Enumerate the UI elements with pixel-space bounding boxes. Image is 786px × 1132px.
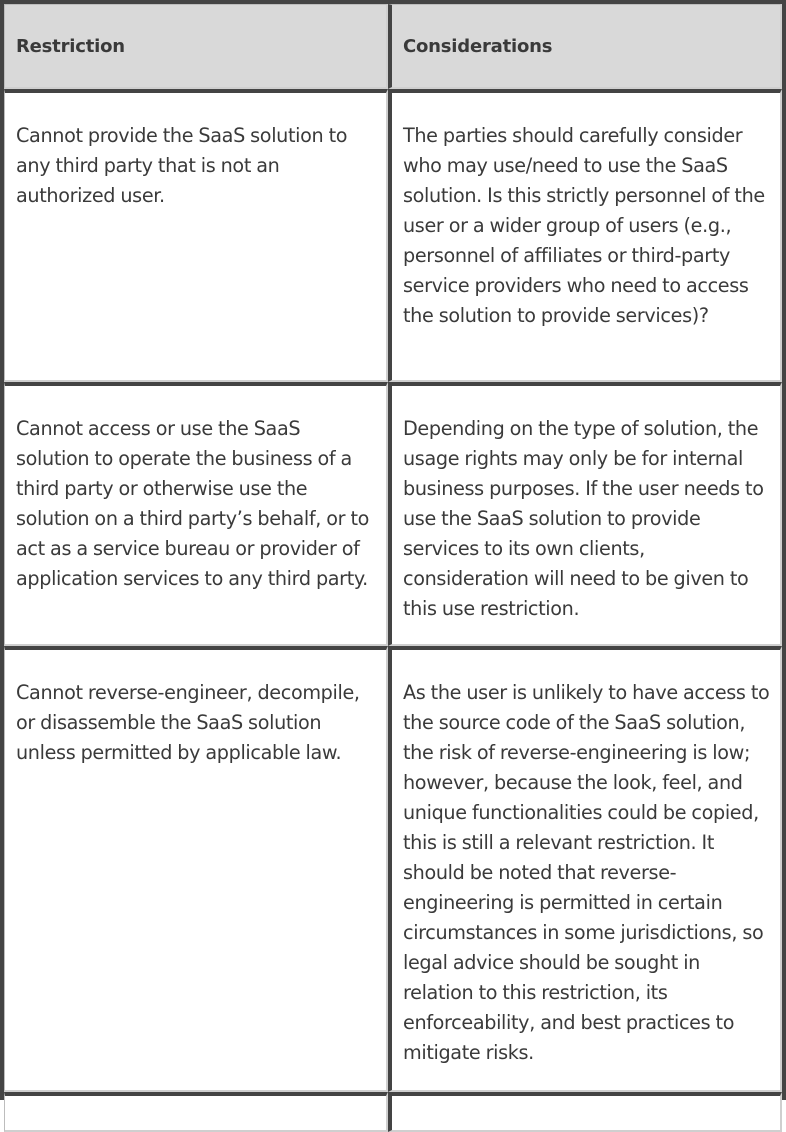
- considerations-cell: [388, 89, 782, 382]
- considerations-text: Depending on the type of solution, the usage rights may only be for internal business purposes. If the user needs to use the SaaS solution to provide services to its own clients, consideration will need to be given to this use restriction.: [403, 417, 764, 620]
- restriction-text: Cannot access or use the SaaS solution to operate the business of a third party or otherwise use the solution on a third party’s behalf, or to act as a service bureau or provider of application services to any third party.: [16, 417, 370, 590]
- column-header-considerations: [388, 4, 782, 89]
- column-header-restriction-label: Restriction: [16, 35, 125, 57]
- restriction-cell: [4, 646, 388, 1092]
- restriction-text: Cannot provide the SaaS solution to any third party that is not an authorized user.: [16, 124, 348, 207]
- restriction-cell-empty: [4, 1092, 388, 1132]
- table-header-row: [4, 4, 782, 89]
- restriction-text: Cannot reverse-engineer, decompile, or disassemble the SaaS solution unless permitted by applicable law.: [16, 681, 360, 764]
- table-row: [4, 382, 782, 646]
- considerations-text: The parties should carefully consider who may use/need to use the SaaS solution. Is this strictly personnel of the user or a wider group of users (e.g., personnel of affiliates or third-party service providers who need to access the solution to provide services)?: [403, 124, 765, 327]
- restrictions-table-grid: [4, 4, 782, 1132]
- restriction-cell: [4, 89, 388, 382]
- considerations-text: As the user is unlikely to have access to the source code of the SaaS solution, the risk of reverse-engineering is low; however, because the look, feel, and unique functionalities could be copied, this is still a relevant restriction. It should be noted that reverse-engineering is permitted in certain circumstances in some jurisdictions, so legal advice should be sought in relation to this restriction, its enforceability, and best practices to mitigate risks.: [403, 681, 770, 1064]
- table-row: [4, 89, 782, 382]
- considerations-cell-empty: [388, 1092, 782, 1132]
- column-header-considerations-label: Considerations: [403, 35, 553, 57]
- considerations-cell: [388, 382, 782, 646]
- column-header-restriction: [4, 4, 388, 89]
- considerations-cell: [388, 646, 782, 1092]
- table-row: [4, 646, 782, 1092]
- restriction-cell: [4, 382, 388, 646]
- table-row-partial: [4, 1092, 782, 1132]
